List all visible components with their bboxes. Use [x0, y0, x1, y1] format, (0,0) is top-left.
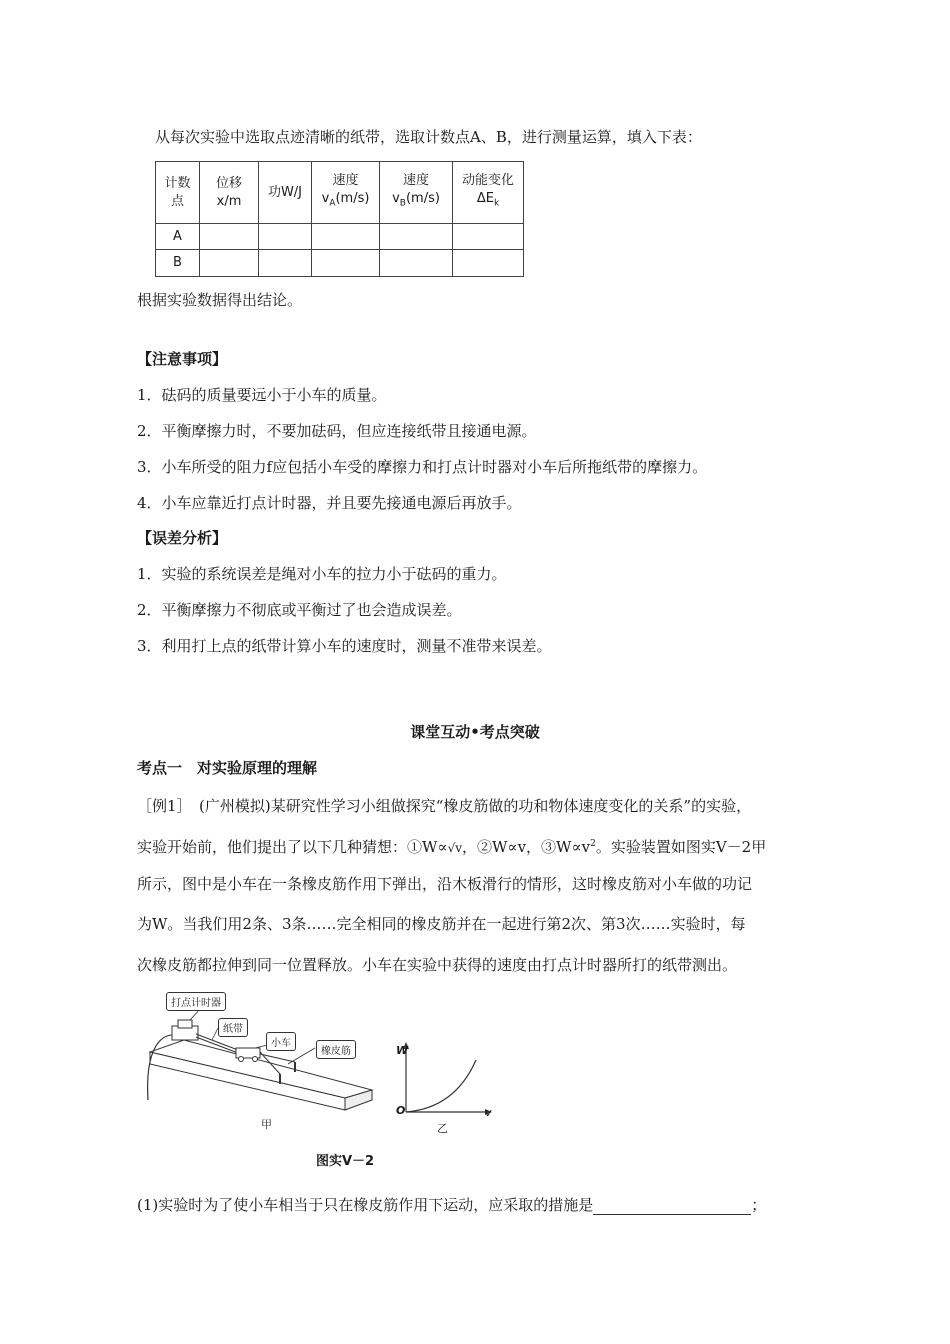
sqrt-v: √v	[447, 841, 463, 855]
errors-heading: 【误差分析】	[137, 529, 228, 547]
notes-item: 1．砝码的质量要远小于小车的质量。	[137, 386, 387, 404]
example-line-4: 为W。当我们用2条、3条……完全相同的橡皮筋并在一起进行第2次、第3次……实验时，每	[137, 915, 746, 933]
label-jia: 甲	[261, 1118, 272, 1131]
kaodian-heading: 考点一 对实验原理的理解	[137, 759, 318, 777]
example-line-3: 所示，图中是小车在一条橡皮筋作用下弹出，沿木板滑行的情形，这时橡皮筋对小车做的功记	[137, 875, 753, 893]
header-count-point: 计数 点	[156, 162, 200, 224]
header-displacement: 位移 x/m	[200, 162, 259, 224]
header-velocity-a: 速度 $v_A(m/s)$	[312, 162, 380, 224]
table-cell	[200, 250, 259, 277]
table-cell	[453, 224, 524, 250]
label-car: 小车	[266, 1032, 296, 1051]
row-label: B	[156, 250, 200, 277]
header-kinetic-energy-change: 动能变化 $\Delta E_k$	[453, 162, 524, 224]
label-rubber-band: 橡皮筋	[316, 1040, 356, 1059]
header-velocity-b: 速度 $v_B(m/s)$	[380, 162, 453, 224]
question-1: (1)实验时为了使小车相当于只在橡皮筋作用下运动，应采取的措施是 ；	[137, 1196, 767, 1214]
intro-text: 从每次实验中选取点迹清晰的纸带，选取计数点A、B，进行测量运算，填入下表：	[155, 128, 702, 146]
table-cell	[312, 250, 380, 277]
figure-graph	[393, 1040, 493, 1130]
table-row	[156, 224, 524, 250]
axis-w-label: W	[396, 1044, 409, 1057]
table-cell	[259, 250, 312, 277]
table-cell	[200, 224, 259, 250]
measurement-table	[155, 161, 524, 277]
errors-item: 2．平衡摩擦力不彻底或平衡过了也会造成误差。	[137, 601, 462, 619]
table-cell	[259, 224, 312, 250]
header-work: 功W/J	[259, 162, 312, 224]
label-tape: 纸带	[218, 1018, 248, 1037]
example-line-2: 实验开始前，他们提出了以下几种猜想：①W∝√v，②W∝v，$③W\propto v^2$。实验装置如图实Ⅴ－2甲	[137, 838, 767, 856]
table-cell	[453, 250, 524, 277]
label-timer: 打点计时器	[166, 992, 226, 1011]
label-yi: 乙	[437, 1122, 448, 1135]
row-label: A	[156, 224, 200, 250]
notes-heading: 【注意事项】	[137, 350, 228, 368]
figure-apparatus	[140, 990, 380, 1130]
errors-item: 1．实验的系统误差是绳对小车的拉力小于砝码的重力。	[137, 565, 507, 583]
axis-v-label: v	[485, 1106, 492, 1119]
notes-item: 2．平衡摩擦力时，不要加砝码，但应连接纸带且接通电源。	[137, 422, 537, 440]
figure-caption: 图实Ⅴ－2	[316, 1154, 375, 1169]
example-line-5: 次橡皮筋都拉伸到同一位置释放。小车在实验中获得的速度由打点计时器所打的纸带测出。	[137, 956, 738, 974]
table-cell	[380, 224, 453, 250]
table-row	[156, 250, 524, 277]
axis-origin-label: O	[396, 1104, 406, 1117]
notes-item: 4．小车应靠近打点计时器，并且要先接通电源后再放手。	[137, 494, 522, 512]
table-cell	[380, 250, 453, 277]
errors-item: 3．利用打上点的纸带计算小车的速度时，测量不准带来误差。	[137, 637, 552, 655]
conclusion-text: 根据实验数据得出结论。	[137, 291, 303, 309]
example-line-1: ［例1］ (广州模拟)某研究性学习小组做探究“橡皮筋做的功和物体速度变化的关系”的实验，	[137, 797, 752, 815]
apparatus-drawing	[140, 990, 380, 1130]
answer-blank[interactable]	[593, 1198, 751, 1215]
notes-item: 3．小车所受的阻力f应包括小车受的摩擦力和打点计时器对小车后所拖纸带的摩擦力。	[137, 458, 708, 476]
section-title: 课堂互动•考点突破	[410, 723, 540, 741]
table-cell	[312, 224, 380, 250]
